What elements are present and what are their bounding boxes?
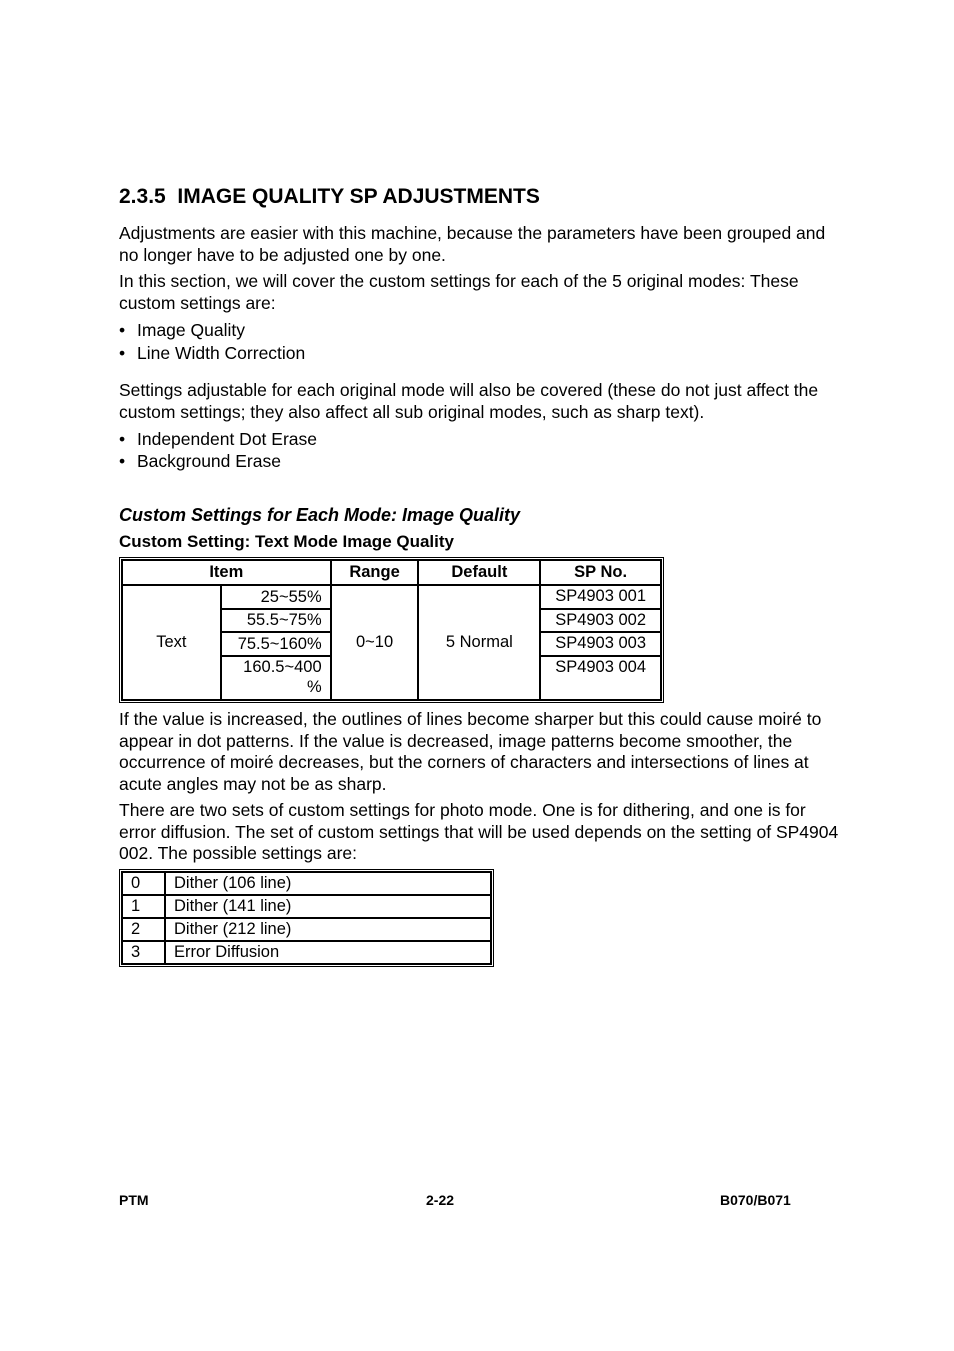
ratio-cell: 75.5~160% [221, 632, 331, 656]
setting-number: 3 [122, 941, 165, 964]
list-item-text: Line Width Correction [137, 343, 306, 363]
ratio-line-1: 160.5~400 [243, 657, 322, 676]
table-row [122, 895, 491, 918]
ratio-line-2: % [306, 677, 322, 696]
ratio-cell [221, 656, 331, 700]
table-caption: Custom Setting: Text Mode Image Quality [119, 532, 454, 551]
table-row [122, 941, 491, 964]
list-item [119, 429, 317, 451]
setting-value: Dither (106 line) [165, 872, 491, 895]
setting-value: Dither (141 line) [165, 895, 491, 918]
table-row [122, 918, 491, 941]
header-default: Default [418, 560, 540, 585]
section-title: IMAGE QUALITY SP ADJUSTMENTS [177, 185, 540, 208]
header-sp-no: SP No. [540, 560, 661, 585]
bullet-icon: • [119, 320, 126, 340]
list-item-text: Independent Dot Erase [137, 429, 317, 449]
sp-cell: SP4903 001 [540, 585, 661, 609]
list-item [119, 320, 245, 342]
table-row [122, 585, 661, 609]
section-number: 2.3.5 [119, 185, 166, 208]
bullet-icon: • [119, 429, 126, 449]
item-cell: Text [122, 585, 221, 700]
setting-number: 2 [122, 918, 165, 941]
list-item [119, 451, 281, 473]
setting-number: 1 [122, 895, 165, 918]
list-item-text: Image Quality [137, 320, 245, 340]
ratio-cell: 55.5~75% [221, 609, 331, 633]
intro-paragraph-2: In this section, we will cover the custom settings for each of the 5 original modes: These custom settings are: [119, 271, 799, 313]
setting-value: Error Diffusion [165, 941, 491, 964]
setting-number: 0 [122, 872, 165, 895]
table-header-row [122, 560, 661, 585]
footer-model: B070/B071 [720, 1192, 791, 1208]
list-item-text: Background Erase [137, 451, 281, 471]
range-cell: 0~10 [331, 585, 419, 700]
section-heading [119, 184, 540, 210]
sp-cell: SP4903 002 [540, 609, 661, 633]
body-paragraph-1: If the value is increased, the outlines of lines become sharper but this could cause moiré to appear in dot patterns. If the value is decreased, image patterns become smoother, the occurrence of moiré decreases, but the corners of characters and intersections of lines at acute angles may not be as sharp. [119, 709, 822, 794]
list-item [119, 343, 305, 365]
default-cell: 5 Normal [418, 585, 540, 700]
body-paragraph-2: There are two sets of custom settings for photo mode. One is for dithering, and one is for error diffusion. The set of custom settings that will be used depends on the setting of SP4904 002. The possible settings are: [119, 800, 839, 863]
sp-cell: SP4903 004 [540, 656, 661, 700]
intro-paragraph-3: Settings adjustable for each original mode will also be covered (these do not just affect the custom settings; they also affect all sub original modes, such as sharp text). [119, 380, 819, 422]
sp-cell: SP4903 003 [540, 632, 661, 656]
intro-paragraph-1: Adjustments are easier with this machine, because the parameters have been grouped and no longer have to be adjusted one by one. [119, 223, 826, 265]
footer-left: PTM [119, 1192, 149, 1208]
sp4904-settings-table [119, 869, 494, 967]
header-item: Item [122, 560, 331, 585]
footer-page-number: 2-22 [426, 1192, 455, 1208]
bullet-icon: • [119, 343, 126, 363]
header-range: Range [331, 560, 419, 585]
text-mode-quality-table [119, 557, 664, 703]
bullet-icon: • [119, 451, 126, 471]
table-row [122, 872, 491, 895]
subsection-title: Custom Settings for Each Mode: Image Quality [119, 505, 521, 525]
ratio-cell: 25~55% [221, 585, 331, 609]
setting-value: Dither (212 line) [165, 918, 491, 941]
